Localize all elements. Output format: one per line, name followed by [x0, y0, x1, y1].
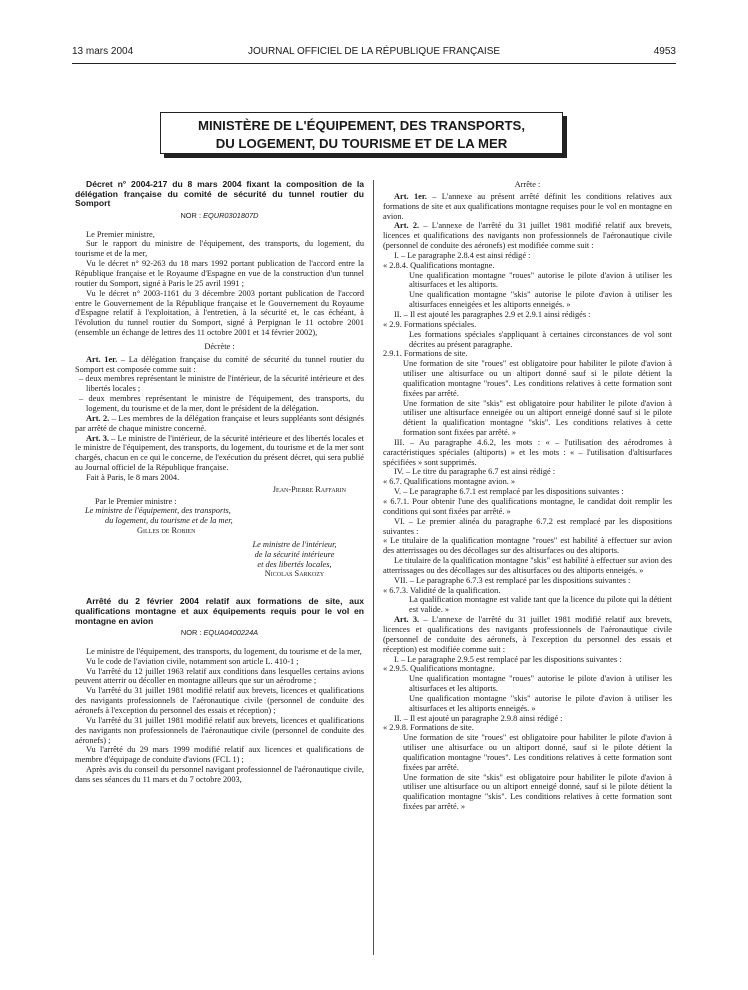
- article-label: Art. 1er.: [394, 191, 427, 201]
- article-label: Art. 3.: [394, 615, 420, 625]
- ministry-line-2: DU LOGEMENT, DU TOURISME ET DE LA MER: [215, 136, 508, 151]
- amend-para: « 2.9.5. Qualifications montagne.: [383, 664, 495, 674]
- decree-para: Vu le décret n° 92-263 du 18 mars 1992 portant publication de l'accord entre la République française et le Royaume d'Espagne en vue de la construction d'un tunnel routier du Somport, signé à Paris le 25 avril 1991 ;: [75, 259, 364, 288]
- signature-pm: Jean-Pierre Raffarin: [272, 484, 346, 494]
- amend-para: III. – Au paragraphe 4.6.2, les mots : « – l'utilisation des aérodromes à caractéristiques spéciales (altiports) » et les mots : « – l'utilisation d'altisurfaces spécifiées » sont supprimés.: [383, 437, 672, 467]
- decree-done-at: Fait à Paris, le 8 mars 2004.: [86, 472, 180, 482]
- journal-title: JOURNAL OFFICIEL DE LA RÉPUBLIQUE FRANÇAISE: [247, 46, 501, 57]
- amend-para: La qualification montagne est valide tant que la licence du pilote qui la détient est valide. »: [409, 595, 672, 615]
- article-text: – La délégation française du comité de sécurité du tunnel routier du Somport est composée comme suit :: [75, 354, 364, 374]
- decree-dash-item: – deux membres représentant le ministre de l'intérieur, de la sécurité intérieure et des libertés locales ;: [79, 374, 364, 394]
- column-divider: [373, 180, 374, 955]
- amend-para: I. – Le paragraphe 2.8.4 est ainsi rédigé :: [394, 250, 531, 260]
- decree-nor: [75, 211, 364, 221]
- nor-label: NOR :: [180, 628, 204, 638]
- amend-para: « 2.9.8. Formations de site.: [383, 723, 474, 733]
- amend-para: Une qualification montagne "roues" autorise le pilote d'avion à utiliser les altisurfaces et les altiports.: [409, 674, 672, 694]
- amend-para: Une formation de site "skis" est obligatoire pour habiliter le pilote d'avion à utiliser une altisurface ou un altiport enneigé donné, sauf si le pilote détient la qualification montagne "skis". Les conditions relatives à cette formation sont fixées par arrêté. »: [403, 772, 672, 812]
- amend-para: « Le titulaire de la qualification montagne "roues" est habilité à effectuer sur avion des atterrissages ou des décollages sur des altisurfaces ou des altiports.: [383, 536, 672, 556]
- arrete-article-3: [383, 615, 672, 654]
- page-number: 4953: [653, 46, 676, 57]
- article-text: – Les membres de la délégation française et leurs suppléants sont désignés par arrêté de chaque ministre concerné.: [75, 413, 365, 433]
- article-label: Art. 2.: [394, 221, 420, 231]
- minister-equip-line: du logement, du tourisme et de la mer,: [105, 516, 233, 526]
- arrete-title: Arrêté du 2 février 2004 relatif aux formations de site, aux qualifications montagne et aux équipements requis pour le vol en montagne en avion: [75, 596, 364, 626]
- amend-para: Une qualification montagne "skis" autorise le pilote d'avion à utiliser les altisurfaces et les altiports enneigés. »: [409, 693, 672, 713]
- by-pm: Par le Premier ministre :: [95, 496, 177, 506]
- amend-para: Le titulaire de la qualification montagne "skis" est habilité à effectuer sur avion des atterrissages ou des décollages sur des altisurfaces ou des altiports enneigés. »: [383, 556, 672, 575]
- decree-title: Décret n° 2004-217 du 8 mars 2004 fixant la composition de la délégation française du comité de sécurité du tunnel routier du Somport: [75, 179, 364, 209]
- amend-para: « 6.7.1. Pour obtenir l'une des qualifications montagne, le candidat doit remplir les conditions qui sont fixées par arrêté. »: [383, 497, 672, 516]
- issue-date: 13 mars 2004: [72, 46, 134, 57]
- article-label: Art. 2.: [86, 413, 110, 423]
- arrete-para: Vu l'arrêté du 31 juillet 1981 modifié relatif aux brevets, licences et qualifications des navigants professionnels de l'aéronautique civile (personnel de conduite des aéronefs à l'exception du personnel des essais et réception) ;: [75, 686, 364, 715]
- minister-interior-line: et des libertés locales,: [257, 559, 332, 569]
- arrete-article-2: [383, 221, 672, 251]
- decree-article-1: [75, 355, 364, 375]
- signature-equip: Gilles de Robien: [137, 526, 196, 536]
- amend-para: II. – Il est ajouté les paragraphes 2.9 et 2.9.1 ainsi rédigés :: [394, 309, 591, 319]
- amend-para: II. – Il est ajouté un paragraphe 2.9.8 ainsi rédigé :: [394, 713, 563, 723]
- amend-para: Une formation de site "roues" est obligatoire pour habiliter le pilote d'avion à utiliser une altisurface ou un altiport donné sauf si le pilote détient la qualification montagne "roues". Les conditions relatives à cette formation sont fixées par arrêté.: [403, 359, 672, 398]
- minister-interior-block: [75, 540, 364, 579]
- amend-para: 2.9.1. Formations de site.: [383, 349, 468, 359]
- nor-code: EQUR0301807D: [203, 210, 259, 220]
- arrete-para: Le ministre de l'équipement, des transports, du logement, du tourisme et de la mer,: [86, 646, 362, 656]
- minister-interior-line: Le ministre de l'intérieur,: [252, 539, 337, 549]
- nor-label: NOR :: [180, 210, 204, 220]
- arrete-para: Vu l'arrêté du 31 juillet 1981 modifié relatif aux brevets, licences et qualifications des navigants non professionnels de l'aéronautique civile (personnel de conduite des aéronefs) ;: [75, 715, 364, 745]
- amend-para: « 6.7.3. Validité de la qualification.: [383, 585, 501, 595]
- signature-interior: Nicolas Sarkozy: [264, 569, 325, 579]
- decree-article-2: [75, 414, 364, 434]
- ministry-line-1: MINISTÈRE DE L'ÉQUIPEMENT, DES TRANSPORTS,: [198, 118, 525, 133]
- article-text: – Le ministre de l'intérieur, de la sécurité intérieure et des libertés locales et le ministre de l'équipement, des transports, du logement, du tourisme et de la mer sont chargés, chacun en ce qui le concerne, de l'exécution du présent décret, qui sera publié au Journal officiel de la République française.: [75, 433, 364, 473]
- minister-equip-line: Le ministre de l'équipement, des transports,: [85, 506, 231, 516]
- article-label: Art. 1er.: [86, 354, 118, 364]
- left-column: [75, 180, 364, 785]
- nor-code: EQUA0400224A: [203, 628, 259, 638]
- ministry-box: [160, 112, 563, 154]
- amend-para: Une qualification montagne "roues" autorise le pilote d'avion à utiliser les altisurfaces et les altiports.: [409, 270, 672, 290]
- decrete-heading: Décrète :: [204, 341, 235, 351]
- arrete-para: Après avis du conseil du personnel navigant professionnel de l'aéronautique civile, dans ses séances du 11 mars et du 7 octobre 2003,: [75, 765, 364, 784]
- amend-para: VI. – Le premier alinéa du paragraphe 6.7.2 est remplacé par les dispositions suivantes :: [383, 516, 672, 536]
- minister-interior-line: de la sécurité intérieure: [254, 549, 335, 559]
- decree-dash-item: – deux membres représentant le ministre de l'équipement, des transports, du logement, du tourisme et de la mer, dont le président de la délégation.: [79, 394, 364, 413]
- amend-para: « 2.8.4. Qualifications montagne.: [383, 260, 495, 270]
- article-label: Art. 3.: [86, 433, 110, 443]
- amend-para: I. – Le paragraphe 2.9.5 est remplacé par les dispositions suivantes :: [394, 654, 622, 664]
- decree-article-3: [75, 434, 364, 473]
- amend-para: Une formation de site "skis" est obligatoire pour habiliter le pilote d'avion à utiliser une altisurface enneigée ou un altiport enneigé donné sauf si le pilote détient la qualification montagne "skis". Les conditions relatives à cette formation sont fixées par arrêté. »: [403, 398, 672, 438]
- arrete-para: Vu l'arrêté du 29 mars 1999 modifié relatif aux licences et qualifications de membre d'équipage de conduite d'avions (FCL 1) ;: [75, 745, 364, 765]
- decree-para: Vu le décret n° 2003-1161 du 3 décembre 2003 portant publication de l'accord entre le Gouvernement de la République française et le Gouvernement du Royaume d'Espagne relatif à l'exploitation, à l'entretien, à la sécurité et, le cas échéant, à l'évolution du tunnel routier du Somport, signé à Perpignan le 11 octobre 2001 (ensemble un échange de lettres des 11 octobre 2001 et 14 février 2002),: [75, 288, 364, 338]
- amend-para: Une qualification montagne "skis" autorise le pilote d'avion à utiliser les altisurfaces enneigées et les altiports enneigés. »: [409, 290, 672, 310]
- article-text: – L'annexe au présent arrêté définit les conditions relatives aux formations de site et aux qualifications montagne requises pour le vol en montagne en avion.: [383, 191, 672, 221]
- arrete-nor: [75, 628, 364, 638]
- amend-para: IV. – Le titre du paragraphe 6.7 est ainsi rédigé :: [394, 467, 556, 477]
- header-rule: [72, 63, 676, 64]
- arrete-article-1: [383, 192, 672, 222]
- amend-para: Les formations spéciales s'appliquant à certaines circonstances de vol sont décrites au présent paragraphe.: [409, 329, 672, 349]
- article-text: – L'annexe de l'arrêté du 31 juillet 1981 modifié relatif aux brevets, licences et qualifications des navigants non professionnels de l'aéronautique civile (personnel de conduite des aéronefs) est modifiée comme suit :: [383, 221, 672, 251]
- article-text: – L'annexe de l'arrêté du 31 juillet 1981 modifié relatif aux brevets, licences et qualifications des navigants professionnels de l'aéronautique civile (personnel de conduite des aéronefs, à l'exception du personnel des essais et réception) est modifiée comme suit :: [383, 615, 672, 654]
- amend-para: V. – Le paragraphe 6.7.1 est remplacé par les dispositions suivantes :: [394, 487, 624, 497]
- right-column: [383, 180, 672, 812]
- amend-para: Une formation de site "roues" est obligatoire pour habiliter le pilote d'avion à utiliser une altisurface ou un altiport donné, sauf si le pilote détient la qualification montagne "roues". Les conditions relatives à cette formation sont fixées par arrêté.: [403, 733, 672, 772]
- decree-para: Le Premier ministre,: [86, 229, 155, 239]
- running-header: [72, 46, 676, 60]
- amend-para: « 6.7. Qualifications montagne avion. »: [383, 477, 516, 487]
- amend-para: « 2.9. Formations spéciales.: [383, 319, 477, 329]
- amend-para: VII. – Le paragraphe 6.7.3 est remplacé par les dispositions suivantes :: [394, 575, 631, 585]
- arrete-para: Vu le code de l'aviation civile, notamment son article L. 410-1 ;: [86, 656, 299, 666]
- decree-para: Sur le rapport du ministre de l'équipement, des transports, du logement, du tourisme et de la mer,: [75, 239, 364, 259]
- arrete-heading: Arrête :: [514, 180, 541, 189]
- arrete-para: Vu l'arrêté du 12 juillet 1963 relatif aux conditions dans lesquelles certains avions peuvent atterrir ou décoller en montagne ailleurs que sur un aérodrome ;: [75, 666, 364, 686]
